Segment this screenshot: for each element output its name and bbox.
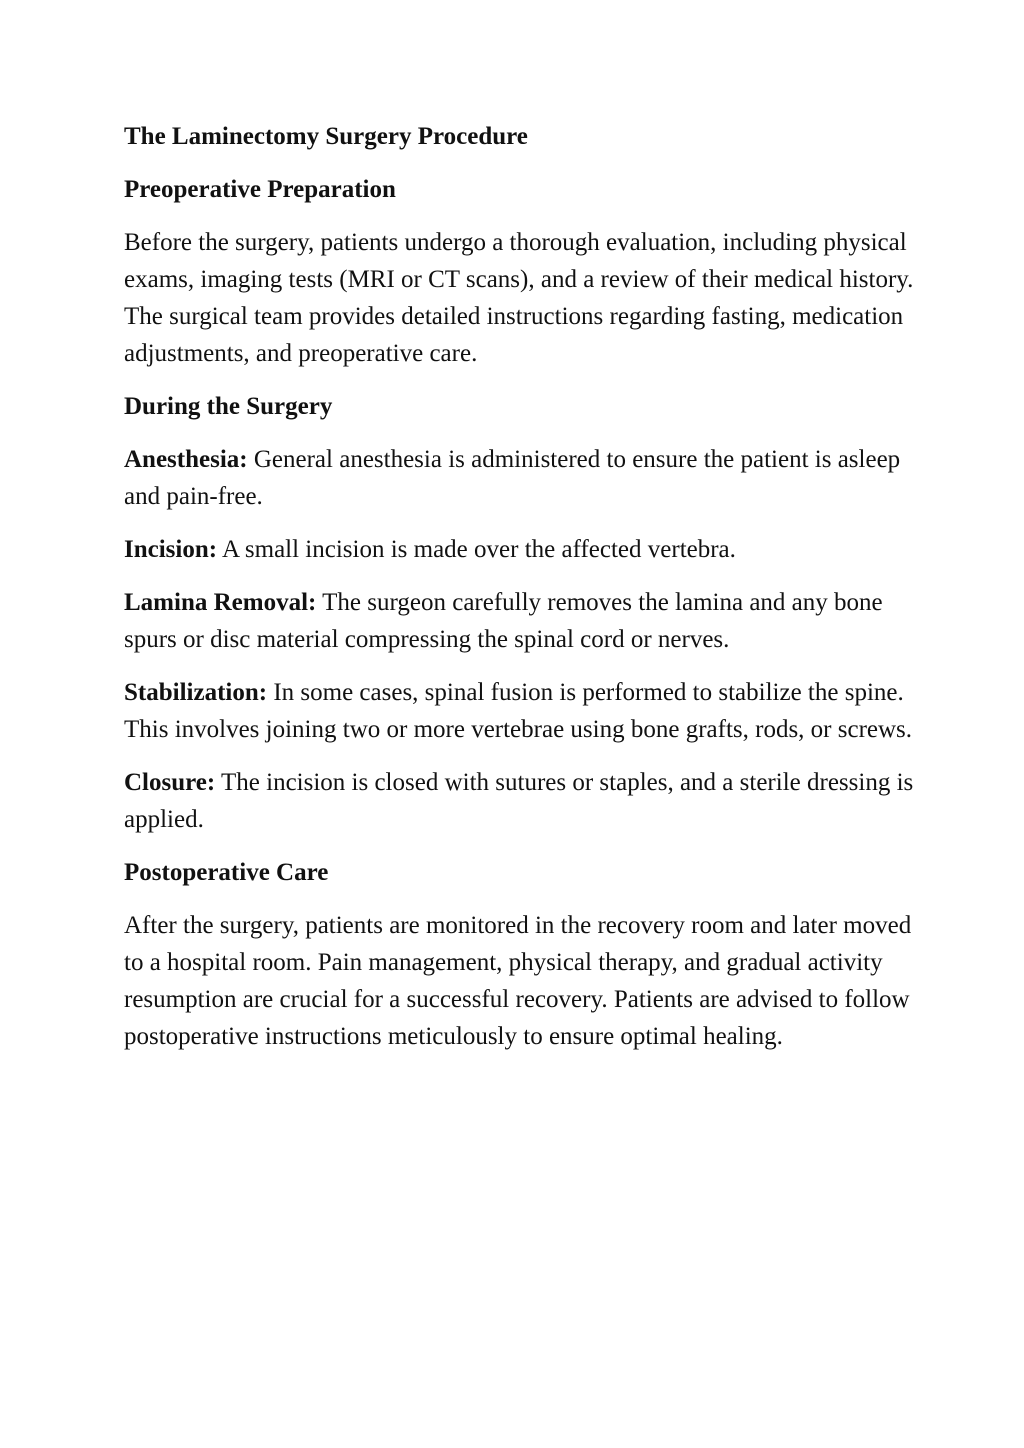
step-label: Lamina Removal: bbox=[124, 589, 317, 616]
step-text: General anesthesia is administered to ensure the patient is asleep and pain-free. bbox=[124, 446, 901, 510]
step-label: Anesthesia: bbox=[124, 446, 248, 473]
step-label: Closure: bbox=[124, 769, 216, 796]
step-text: A small incision is made over the affected vertebra. bbox=[217, 536, 736, 563]
preoperative-paragraph: Before the surgery, patients undergo a thorough evaluation, including physical exams, imaging tests (MRI or CT scans), and a review of their medical history. The surgical team provides detailed instructions regarding fasting, medication adjustments, and preoperative care. bbox=[124, 229, 914, 367]
section-heading-preoperative: Preoperative Preparation bbox=[124, 176, 396, 203]
step-closure bbox=[124, 764, 914, 838]
step-anesthesia bbox=[124, 441, 914, 515]
document-page bbox=[124, 118, 914, 1071]
step-text: In some cases, spinal fusion is performed to stabilize the spine. This involves joining two or more vertebrae using bone grafts, rods, or screws. bbox=[124, 679, 913, 743]
section-heading-postoperative: Postoperative Care bbox=[124, 859, 329, 886]
step-lamina-removal bbox=[124, 584, 914, 658]
postoperative-paragraph: After the surgery, patients are monitored in the recovery room and later moved to a hospital room. Pain management, physical therapy, and gradual activity resumption are crucial for a successful recovery. Patients are advised to follow postoperative instructions meticulously to ensure optimal healing. bbox=[124, 912, 912, 1050]
step-label: Stabilization: bbox=[124, 679, 268, 706]
document-title: The Laminectomy Surgery Procedure bbox=[124, 123, 528, 150]
step-text: The surgeon carefully removes the lamina and any bone spurs or disc material compressing the spinal cord or nerves. bbox=[124, 589, 883, 653]
step-stabilization bbox=[124, 674, 914, 748]
step-label: Incision: bbox=[124, 536, 218, 563]
step-text: The incision is closed with sutures or staples, and a sterile dressing is applied. bbox=[124, 769, 914, 833]
section-heading-during-surgery: During the Surgery bbox=[124, 393, 333, 420]
step-incision bbox=[124, 531, 914, 568]
